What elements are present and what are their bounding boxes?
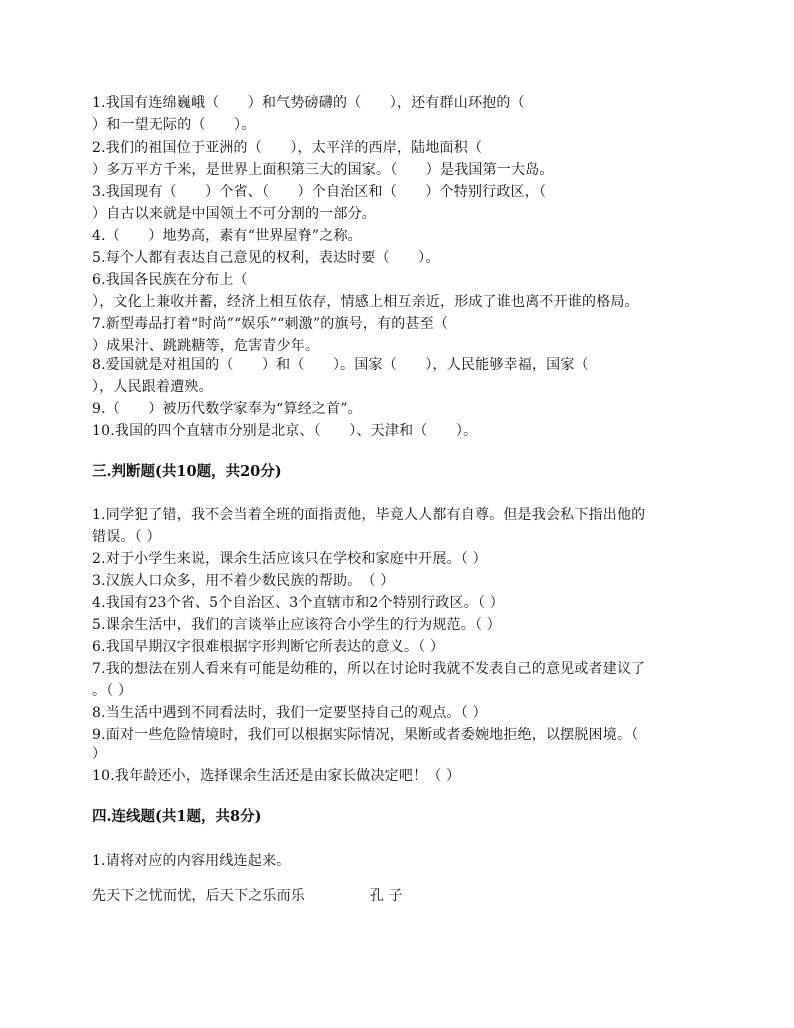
fill-line: ），文化上兼收并蓄，经济上相互依存，情感上相互亲近，形成了谁也离不开谁的格局。 xyxy=(92,294,639,310)
fill-line: 2.我们的祖国位于亚洲的（ ），太平洋的西岸，陆地面积（ xyxy=(92,140,483,156)
fill-line: 1.我国有连绵巍峨（ ）和气势磅礴的（ ），还有群山环抱的（ xyxy=(92,95,525,111)
fill-line: ），人民跟着遭殃。 xyxy=(92,379,213,395)
judge-line: 10.我年龄还小，选择课余生活还是由家长做决定吧！（ ） xyxy=(92,768,461,784)
fill-line: 4.（ ）地势高，素有“世界屋脊”之称。 xyxy=(92,228,362,244)
judge-line: 8.当生活中遇到不同看法时，我们一定要坚持自己的观点。（ ） xyxy=(92,705,487,721)
section-heading: 三.判断题(共10题，共20分) xyxy=(92,463,282,480)
match-instruction: 1.请将对应的内容用线连起来。 xyxy=(92,853,291,869)
fill-line: ）和一望无际的（ ）。 xyxy=(92,117,256,133)
fill-line: ）成果汁、跳跳糖等，危害青少年。 xyxy=(92,338,320,354)
judge-line: 3.汉族人口众多，用不着少数民族的帮助。 （ ） xyxy=(92,573,395,589)
judge-line: 6.我国早期汉字很难根据字形判断它所表达的意义。（ ） xyxy=(92,639,445,655)
judge-line: 9.面对一些危险情境时，我们可以根据实际情况，果断或者委婉地拒绝，以摆脱困境。（ xyxy=(92,727,639,743)
fill-line: 9.（ ）被历代数学家奉为“算经之首”。 xyxy=(92,401,362,417)
fill-line: ）多万平方千米，是世界上面积第三大的国家。（ ）是我国第一大岛。 xyxy=(92,162,554,178)
judge-line: 。（ ） xyxy=(92,683,133,699)
judge-line: 4.我国有23个省、5个自治区、3个直辖市和2个特别行政区。（ ） xyxy=(92,595,504,611)
judge-line: 5.课余生活中，我们的言谈举止应该符合小学生的行为规范。（ ） xyxy=(92,617,502,633)
fill-line: 8.爱国就是对祖国的（ ）和（ ）。国家（ ），人民能够幸福，国家（ xyxy=(92,357,589,373)
fill-line: ）自古以来就是中国领土不可分割的一部分。 xyxy=(92,206,376,222)
judge-line: 1.同学犯了错，我不会当着全班的面指责他，毕竟人人都有自尊。但是我会私下指出他的 xyxy=(92,507,646,523)
match-left-item: 先天下之忧而忧，后天下之乐而乐 xyxy=(92,888,305,904)
match-right-item: 孔 子 xyxy=(370,888,403,904)
judge-line: 7.我的想法在别人看来有可能是幼稚的，所以在讨论时我就不发表自己的意见或者建议了 xyxy=(92,661,646,677)
fill-line: 3.我国现有（ ）个省、（ ）个自治区和（ ）个特别行政区，（ xyxy=(92,184,547,200)
fill-line: 7.新型毒品打着“时尚”“娱乐”“刺激”的旗号，有的甚至（ xyxy=(92,316,449,332)
judge-line: ） xyxy=(92,746,107,762)
fill-line: 10.我国的四个直辖市分别是北京、（ ）、天津和（ ）。 xyxy=(92,423,478,439)
section-heading: 四.连线题(共1题，共8分) xyxy=(92,808,262,825)
judge-line: 错误。（ ） xyxy=(92,529,161,545)
judge-line: 2.对于小学生来说，课余生活应该只在学校和家庭中开展。（ ） xyxy=(92,551,487,567)
fill-line: 5.每个人都有表达自己意见的权利，表达时要（ ）。 xyxy=(92,250,440,266)
fill-line: 6.我国各民族在分布上（ xyxy=(92,272,248,288)
